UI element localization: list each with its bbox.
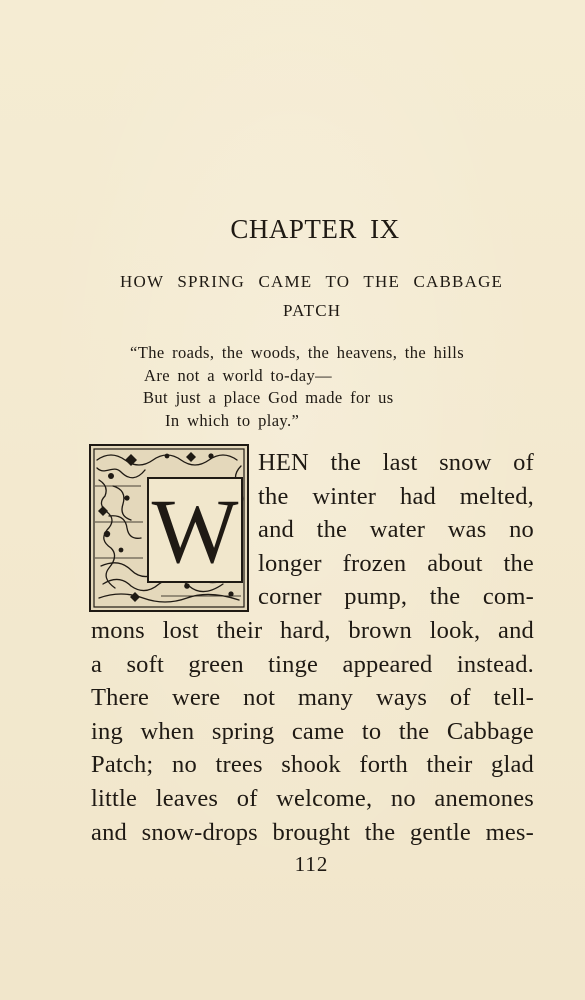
epigraph-line: But just a place God made for us (143, 388, 394, 407)
drop-cap-letter: W (147, 477, 243, 583)
body-line: longer frozen about the (258, 549, 534, 577)
body-text-indented (258, 446, 534, 614)
body-line: There were not many ways of tell- (91, 684, 534, 712)
body-line: HEN the last snow of (258, 449, 534, 476)
chapter-subtitle-line-1: HOW SPRING CAME TO THE CABBAGE (120, 272, 504, 291)
epigraph-line: In which to play.” (165, 410, 300, 430)
body-line: Patch; no trees shook forth their glad (91, 751, 534, 779)
epigraph-line: Are not a world to-day— (144, 365, 332, 385)
epigraph-line: “The roads, the woods, the heavens, the hills (130, 343, 465, 362)
epigraph-verse (130, 342, 464, 432)
body-line: mons lost their hard, brown look, and (91, 617, 534, 644)
body-line: and snow-drops brought the gentle mes- (91, 818, 534, 846)
body-text-full (91, 614, 534, 849)
body-line: ing when spring came to the Cabbage (91, 717, 534, 745)
body-line: and the water was no (258, 516, 534, 544)
chapter-subtitle-line-2: PATCH (283, 301, 342, 320)
body-line: little leaves of welcome, no anemones (91, 784, 534, 812)
page-number: 112 (294, 852, 329, 876)
ornamental-drop-cap (89, 444, 249, 612)
body-line: the winter had melted, (258, 482, 534, 510)
body-line: corner pump, the com- (258, 583, 534, 611)
body-line: a soft green tinge appeared instead. (91, 650, 534, 678)
chapter-title: CHAPTER IX (230, 214, 400, 244)
